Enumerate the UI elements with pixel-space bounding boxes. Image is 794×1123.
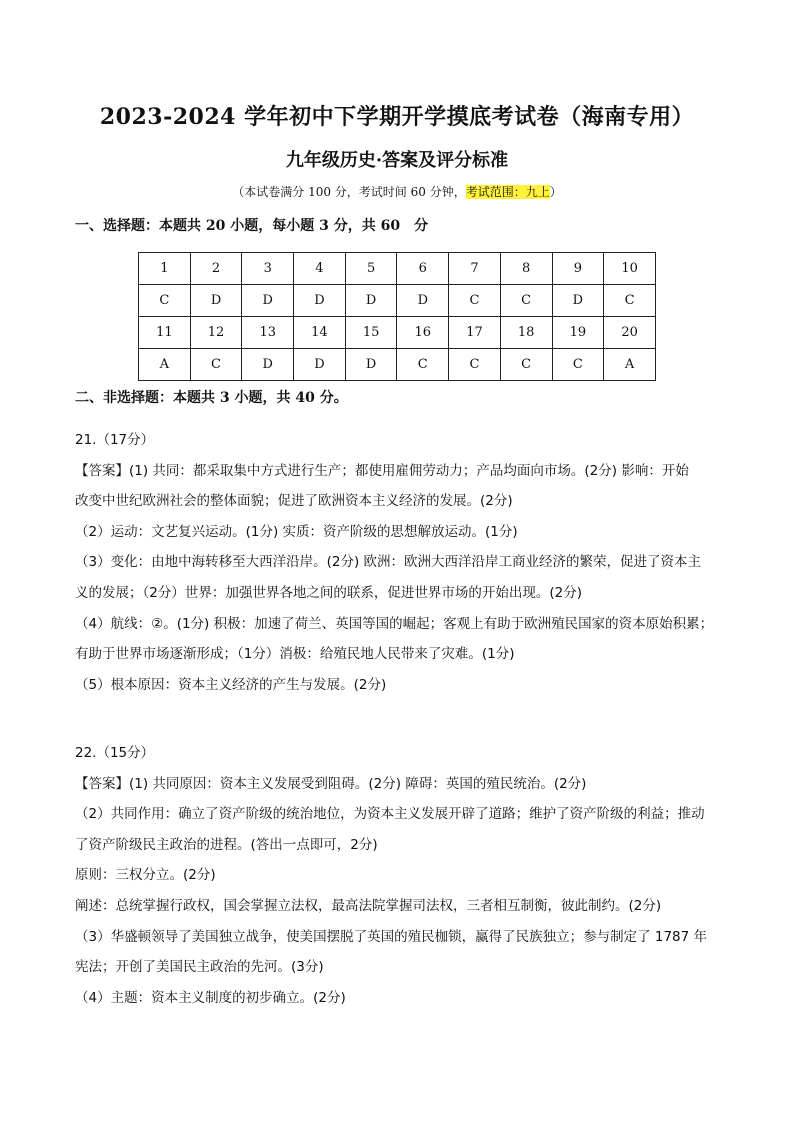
document-title: 2023-2024 学年初中下学期开学摸底考试卷（海南专用） [99,104,695,130]
answer-line: 原则：三权分立。(2分) [75,867,216,884]
exam-note-suffix: ） [549,185,562,199]
table-cell: 8 [500,253,552,285]
answer-line: 改变中世纪欧洲社会的整体面貌；促进了欧洲资本主义经济的发展。(2分) [75,493,513,510]
table-cell: 4 [294,253,346,285]
table-cell: D [294,349,346,381]
answer-line: （2）共同作用：确立了资产阶级的统治地位，为资本主义发展开辟了道路；维护了资产阶级的利益；推动 [75,806,705,823]
table-cell: 12 [190,317,242,349]
section1-heading: 一、选择题：本题共 20 小题，每小题 3 分，共 60 分 [75,218,429,234]
table-cell: 1 [139,253,191,285]
table-cell: C [604,285,656,317]
table-cell: C [139,285,191,317]
answer-line: （3）华盛顿领导了美国独立战争，使美国摆脱了英国的殖民枷锁，赢得了民族独立；参与制定了 1787 年 [75,928,708,945]
table-cell: 5 [345,253,397,285]
exam-scope-highlight: 考试范围：九上 [465,185,550,199]
table-cell: D [294,285,346,317]
table-cell: 16 [397,317,449,349]
table-cell: 17 [449,317,501,349]
table-cell: 2 [190,253,242,285]
table-row [139,285,656,317]
table-cell: 19 [552,317,604,349]
table-cell: C [449,349,501,381]
answer-line: 【答案】(1) 共同原因：资本主义发展受到阻碍。(2分) 障碍：英国的殖民统治。(2分) [75,775,587,792]
table-cell: C [552,349,604,381]
table-cell: D [345,349,397,381]
answer-line: 义的发展；（2分）世界：加强世界各地之间的联系，促进世界市场的开始出现。(2分) [75,584,582,601]
table-cell: 9 [552,253,604,285]
table-cell: D [397,285,449,317]
question-22-answer [75,738,725,1013]
exam-note [0,183,794,200]
question-21-number: 21.（17分） [75,432,155,448]
question-22-number: 22.（15分） [75,745,155,761]
answer-line: （5）根本原因：资本主义经济的产生与发展。(2分) [75,676,387,693]
answer-line: （4）航线：②。(1分) 积极：加速了荷兰、英国等国的崛起；客观上有助于欧洲殖民国家的资本原始积累； [75,615,714,632]
section2-heading: 二、非选择题：本题共 3 小题，共 40 分。 [75,390,348,406]
table-cell: 13 [242,317,294,349]
document-subtitle: 九年级历史·答案及评分标准 [285,150,509,171]
table-cell: 20 [604,317,656,349]
table-cell: 18 [500,317,552,349]
answer-line: 有助于世界市场逐渐形成；（1分）消极：给殖民地人民带来了灾难。(1分) [75,646,515,663]
table-cell: C [500,349,552,381]
table-row [139,349,656,381]
table-row [139,317,656,349]
table-cell: D [345,285,397,317]
table-cell: 6 [397,253,449,285]
answer-line: （4）主题：资本主义制度的初步确立。(2分) [75,989,346,1006]
table-cell: 11 [139,317,191,349]
table-cell: 15 [345,317,397,349]
table-cell: 7 [449,253,501,285]
table-cell: A [604,349,656,381]
answer-line: 阐述：总统掌握行政权，国会掌握立法权，最高法院掌握司法权，三者相互制衡，彼此制约。(2分) [75,897,662,914]
answer-line: 宪法；开创了美国民主政治的先河。(3分) [75,959,324,976]
table-cell: D [190,285,242,317]
question-21-answer [75,425,725,700]
table-cell: 14 [294,317,346,349]
exam-note-prefix: （本试卷满分 100 分，考试时间 60 分钟， [232,185,466,199]
answer-table [138,252,656,381]
table-cell: 3 [242,253,294,285]
table-cell: A [139,349,191,381]
answer-line: 【答案】(1) 共同：都采取集中方式进行生产；都使用雇佣劳动力；产品均面向市场。(2分) 影响：开始 [75,462,689,479]
table-cell: D [552,285,604,317]
table-row [139,253,656,285]
table-cell: C [500,285,552,317]
table-cell: D [242,285,294,317]
table-cell: C [190,349,242,381]
table-cell: 10 [604,253,656,285]
table-cell: C [449,285,501,317]
answer-line: 了资产阶级民主政治的进程。(答出一点即可，2分) [75,836,378,853]
answer-line: （2）运动：文艺复兴运动。(1分) 实质：资产阶级的思想解放运动。(1分) [75,523,518,540]
answer-line: （3）变化：由地中海转移至大西洋沿岸。(2分) 欧洲：欧洲大西洋沿岸工商业经济的繁荣，促进了资本主 [75,554,702,571]
table-cell: D [242,349,294,381]
table-cell: C [397,349,449,381]
